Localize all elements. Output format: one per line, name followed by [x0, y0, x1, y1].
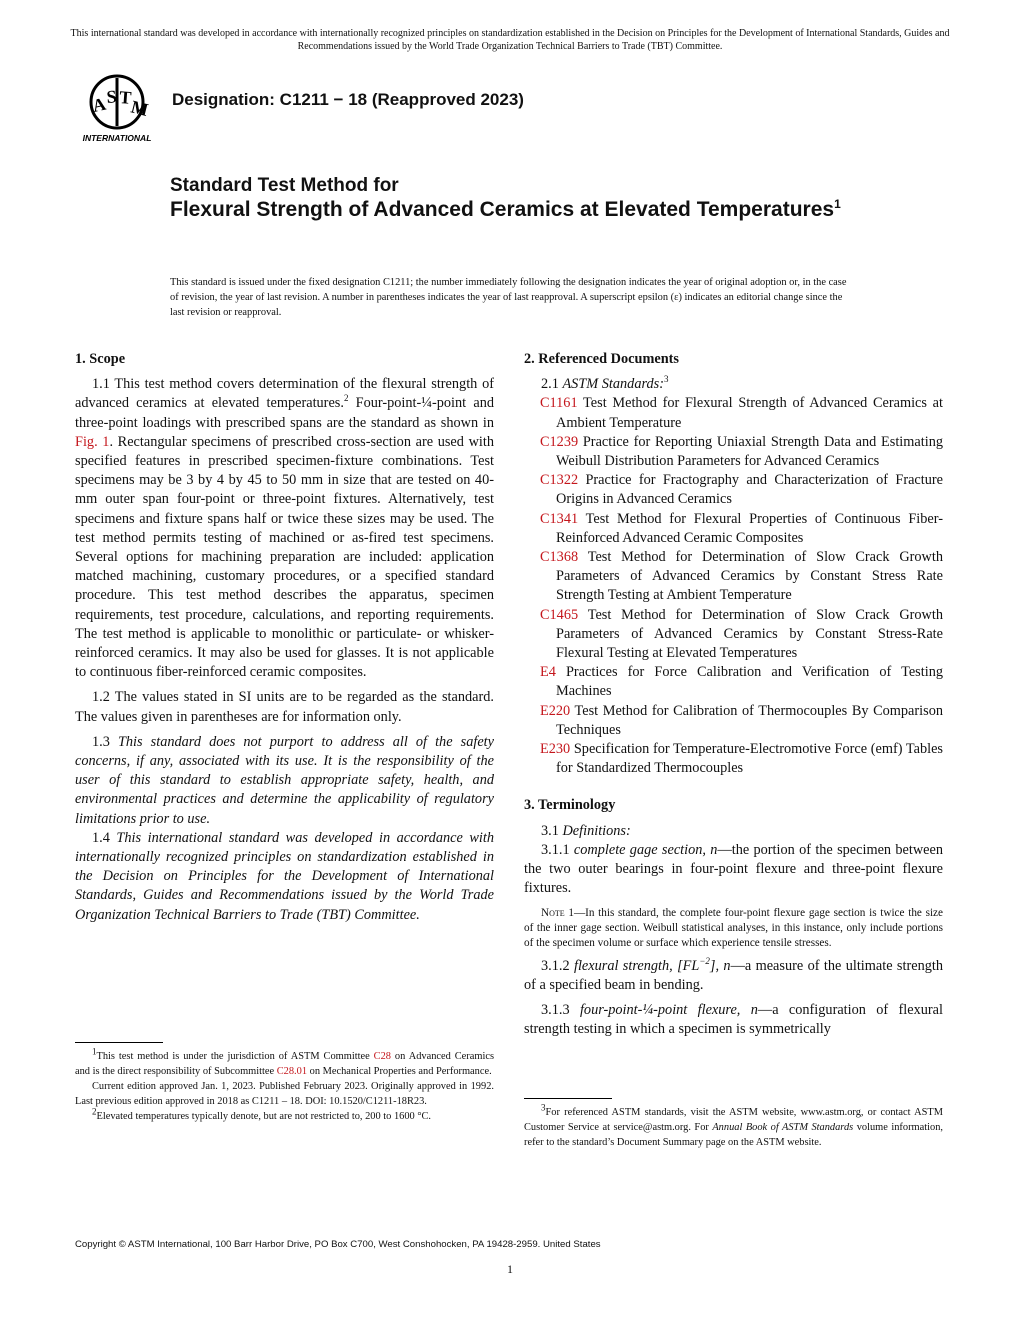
reference-code[interactable]: C1341 [540, 510, 579, 527]
referenced-documents-heading: 2. Referenced Documents [524, 351, 679, 367]
footnote-rule [524, 1098, 612, 1099]
definitions-label: Definitions: [562, 822, 631, 839]
note-1 [524, 906, 943, 950]
reference-title: Test Method for Calibration of Thermocouples By Comparison Techniques [556, 702, 943, 738]
reference-code[interactable]: E220 [540, 702, 571, 719]
reference-code[interactable]: C1161 [540, 395, 578, 412]
astm-logo [74, 72, 160, 146]
reference-item[interactable] [524, 394, 943, 432]
term-3-1-3-text: —a configuration of flexural strength testing in which a specimen is symmetrically [524, 1002, 943, 1038]
reference-item[interactable] [524, 548, 943, 606]
footnote-3 [524, 1102, 943, 1150]
term-3-1-2-term-b: ], n [709, 957, 731, 974]
svg-text:M: M [129, 96, 151, 120]
title-main-text: Flexural Strength of Advanced Ceramics at Elevated Temperatures [170, 198, 835, 221]
footnote-1-mark: 1 [92, 1046, 97, 1057]
term-3-1-3 [524, 1001, 943, 1039]
note-1-text: —In this standard, the complete four-point flexure gage section is twice the size of the inner gage section. Weibull statistical analyses, in this instance, only include portions of the specimen volume or surface which experience tensile stresses. [524, 907, 943, 949]
footnote-1 [75, 1046, 494, 1079]
scope-1-1-text-c: . Rectangular specimens of prescribed cross-section are used with specified features in prescribed specimen-fixture combinations. Test specimens may be 3 by 4 by 45 to 50 mm in size that are tested on 40-mm outer span four-point or three-point fixtures. Alternatively, test specimens and fixture spans half or twice these sizes may be used. The test method permits testing of machined or as-fired test specimens. Several options for machining preparation are included: application matched machining, customary procedures, or a specified standard procedure. This test method describes the apparatus, specimen requirements, test procedure, calculations, and reporting requirements. The test method is applicable to monolithic or particulate- or whisker-reinforced ceramics. It may also be used for glasses. It is not applicable to continuous fiber-reinforced ceramic composites. [75, 433, 494, 681]
term-3-1-1 [524, 841, 943, 899]
reference-item[interactable] [524, 606, 943, 664]
reference-title: Specification for Temperature-Electromotive Force (emf) Tables for Standardized Thermocouples [556, 741, 943, 777]
page-number: 1 [507, 1262, 513, 1276]
reference-code[interactable]: E230 [540, 741, 571, 758]
footnote-ref-3[interactable]: 3 [664, 374, 669, 385]
reference-item[interactable] [524, 510, 943, 548]
reference-item[interactable] [524, 740, 943, 778]
title-footnote-mark: 1 [834, 197, 841, 211]
astm-logo-mark [74, 72, 160, 146]
svg-text:T: T [118, 87, 133, 108]
scope-1-2: 1.2 The values stated in SI units are to be regarded as the standard. The values given in parentheses are for information only. [75, 689, 494, 725]
footnote-3-text-b: volume information, refer to the standard’s Document Summary page on the ASTM website. [524, 1122, 943, 1148]
astm-standards-num: 2.1 [541, 376, 563, 393]
footnote-3-italic: Annual Book of ASTM Standards [712, 1122, 854, 1133]
left-footnotes [75, 1042, 494, 1124]
terminology-heading: 3. Terminology [524, 797, 616, 814]
term-3-1-1-text: —the portion of the specimen between the two outer bearings in four-point flexure and three-point flexure fixtures. [524, 841, 944, 897]
reference-item[interactable] [524, 471, 943, 509]
term-3-1-3-num: 3.1.3 [541, 1002, 580, 1018]
term-3-1-1-num: 3.1.1 [541, 841, 574, 858]
left-column [75, 350, 494, 925]
reference-title: Test Method for Flexural Strength of Advanced Ceramics at Ambient Temperature [556, 395, 943, 431]
scope-1-3-text: This standard does not purport to address all of the safety concerns, if any, associated with its use. It is the responsibility of the user of this standard to establish appropriate safety, health, and environmental practices and determine the applicability of regulatory limitations prior to use. [75, 733, 494, 827]
reference-code[interactable]: C1322 [540, 472, 579, 489]
reference-title: Practice for Fractography and Characterization of Fracture Origins in Advanced Ceramics [556, 472, 943, 508]
reference-title: Test Method for Flexural Properties of Continuous Fiber-Reinforced Advanced Ceramic Composites [556, 510, 943, 546]
reference-item[interactable] [524, 702, 943, 740]
edition-note: Current edition approved Jan. 1, 2023. Published February 2023. Originally approved in 1992. Last previous edition approved in 2018 as C1211 – 18. DOI: 10.1520/C1211-18R23. [75, 1081, 494, 1107]
svg-text:INTERNATIONAL: INTERNATIONAL [82, 133, 152, 143]
footnote-3-mark: 3 [541, 1102, 546, 1113]
scope-1-3-num: 1.3 [92, 733, 118, 750]
scope-1-4-text: This international standard was developed in accordance with internationally recognized principles on standardization established in the Decision on Principles for the Development of International Standards, Guides and Recommendations issued by the World Trade Organization Technical Barriers to Trade (TBT) Committee. [75, 829, 494, 923]
title-line-1: Standard Test Method for [170, 175, 399, 196]
footnote-rule [75, 1042, 163, 1043]
reference-title: Practice for Reporting Uniaxial Strength Data and Estimating Weibull Distribution Parameters for Advanced Ceramics [556, 433, 943, 470]
footnote-1-text-b: on Advanced Ceramics and is the direct responsibility of Subcommittee [75, 1051, 494, 1077]
copyright-line: Copyright © ASTM International, 100 Barr Harbor Drive, PO Box C700, West Conshohocken, PA 19428-2959. United States [75, 1239, 601, 1250]
svg-text:A: A [90, 93, 108, 116]
issued-under-statement: This standard is issued under the fixed designation C1211; the number immediately following the designation indicates the year of original adoption or, in the case of revision, the year of last revision. A number in parentheses indicates the year of last reapproval. A superscript epsilon (ε) indicates an editorial change since the last revision or reapproval. [170, 277, 847, 318]
term-3-1-2-text: —a measure of the ultimate strength of a specified beam in bending. [524, 957, 943, 993]
reference-code[interactable]: C1239 [540, 433, 579, 450]
reference-list [524, 394, 943, 778]
scope-1-4-num: 1.4 [92, 829, 117, 846]
term-3-1-2-exponent: −2 [699, 955, 710, 966]
c28-01-link[interactable]: C28.01 [276, 1066, 308, 1077]
term-3-1-3-term: four-point-¼-point flexure, n [579, 1002, 758, 1018]
term-3-1-2-num: 3.1.2 [541, 957, 574, 974]
footnote-2-mark: 2 [92, 1106, 97, 1117]
reference-item[interactable] [524, 663, 943, 701]
term-3-1-2-term [573, 955, 731, 974]
reference-code[interactable]: C1465 [540, 606, 579, 623]
right-column [524, 350, 943, 1039]
note-1-label: Note 1 [541, 907, 574, 920]
designation: Designation: C1211 − 18 (Reapproved 2023) [172, 90, 524, 109]
title-line-2 [170, 197, 930, 223]
footnote-2-text: Elevated temperatures typically denote, but are not restricted to, 200 to 1600 °C. [96, 1111, 432, 1122]
footnote-2 [75, 1106, 494, 1124]
term-3-1-2-term-a: flexural strength, [FL [573, 957, 700, 974]
scope-heading: 1. Scope [75, 351, 126, 367]
reference-code[interactable]: C1368 [540, 549, 579, 566]
footnote-1-text-a: This test method is under the jurisdiction of ASTM Committee [96, 1051, 374, 1062]
reference-title: Test Method for Determination of Slow Crack Growth Parameters of Advanced Ceramics by Constant Stress-Rate Flexural Testing at Elevated Temperatures [556, 606, 943, 662]
footnote-3-text-a: For referenced ASTM standards, visit the ASTM website, www.astm.org, or contact ASTM Customer Service at service@astm.org. For [524, 1107, 943, 1133]
right-footnotes [524, 1098, 943, 1150]
svg-text:S: S [105, 86, 118, 107]
reference-code[interactable]: E4 [540, 664, 556, 681]
term-3-1-2 [524, 957, 943, 995]
reference-title: Practices for Force Calibration and Verification of Testing Machines [555, 664, 943, 700]
international-standard-notice: This international standard was developed in accordance with internationally recognized principles on standardization established in the Decision on Principles for the Development of International Standards, Guides and Recommendations issued by the World Trade Organization Technical Barriers to Trade (TBT) Committee. [70, 28, 950, 52]
astm-standards-intro [524, 375, 943, 394]
fig-1-link[interactable]: Fig. 1 [75, 433, 110, 450]
scope-1-1-text-a: 1.1 This test method covers determination of the flexural strength of advanced ceramics at elevated temperatures. [75, 376, 494, 412]
scope-1-3 [75, 733, 494, 829]
scope-1-4 [75, 829, 494, 925]
document-title [170, 175, 930, 223]
footnote-ref-2[interactable]: 2 [343, 393, 349, 404]
definitions-num: 3.1 [541, 822, 563, 839]
reference-item[interactable] [524, 433, 943, 471]
scope-1-1-text-b: Four-point-¼-point and three-point loadings with prescribed spans are the standard as shown in [75, 395, 494, 431]
footnote-1-text-c: on Mechanical Properties and Performance. [307, 1066, 492, 1077]
term-3-1-1-term: complete gage section, n [573, 841, 718, 858]
reference-title: Test Method for Determination of Slow Crack Growth Parameters of Advanced Ceramics by Constant Stress Rate Strength Testing at Ambient Temperature [556, 549, 943, 604]
scope-1-1 [75, 375, 494, 682]
astm-standards-label: ASTM Standards: [562, 376, 664, 393]
definitions-intro [524, 822, 943, 841]
c28-link[interactable]: C28 [373, 1051, 391, 1062]
